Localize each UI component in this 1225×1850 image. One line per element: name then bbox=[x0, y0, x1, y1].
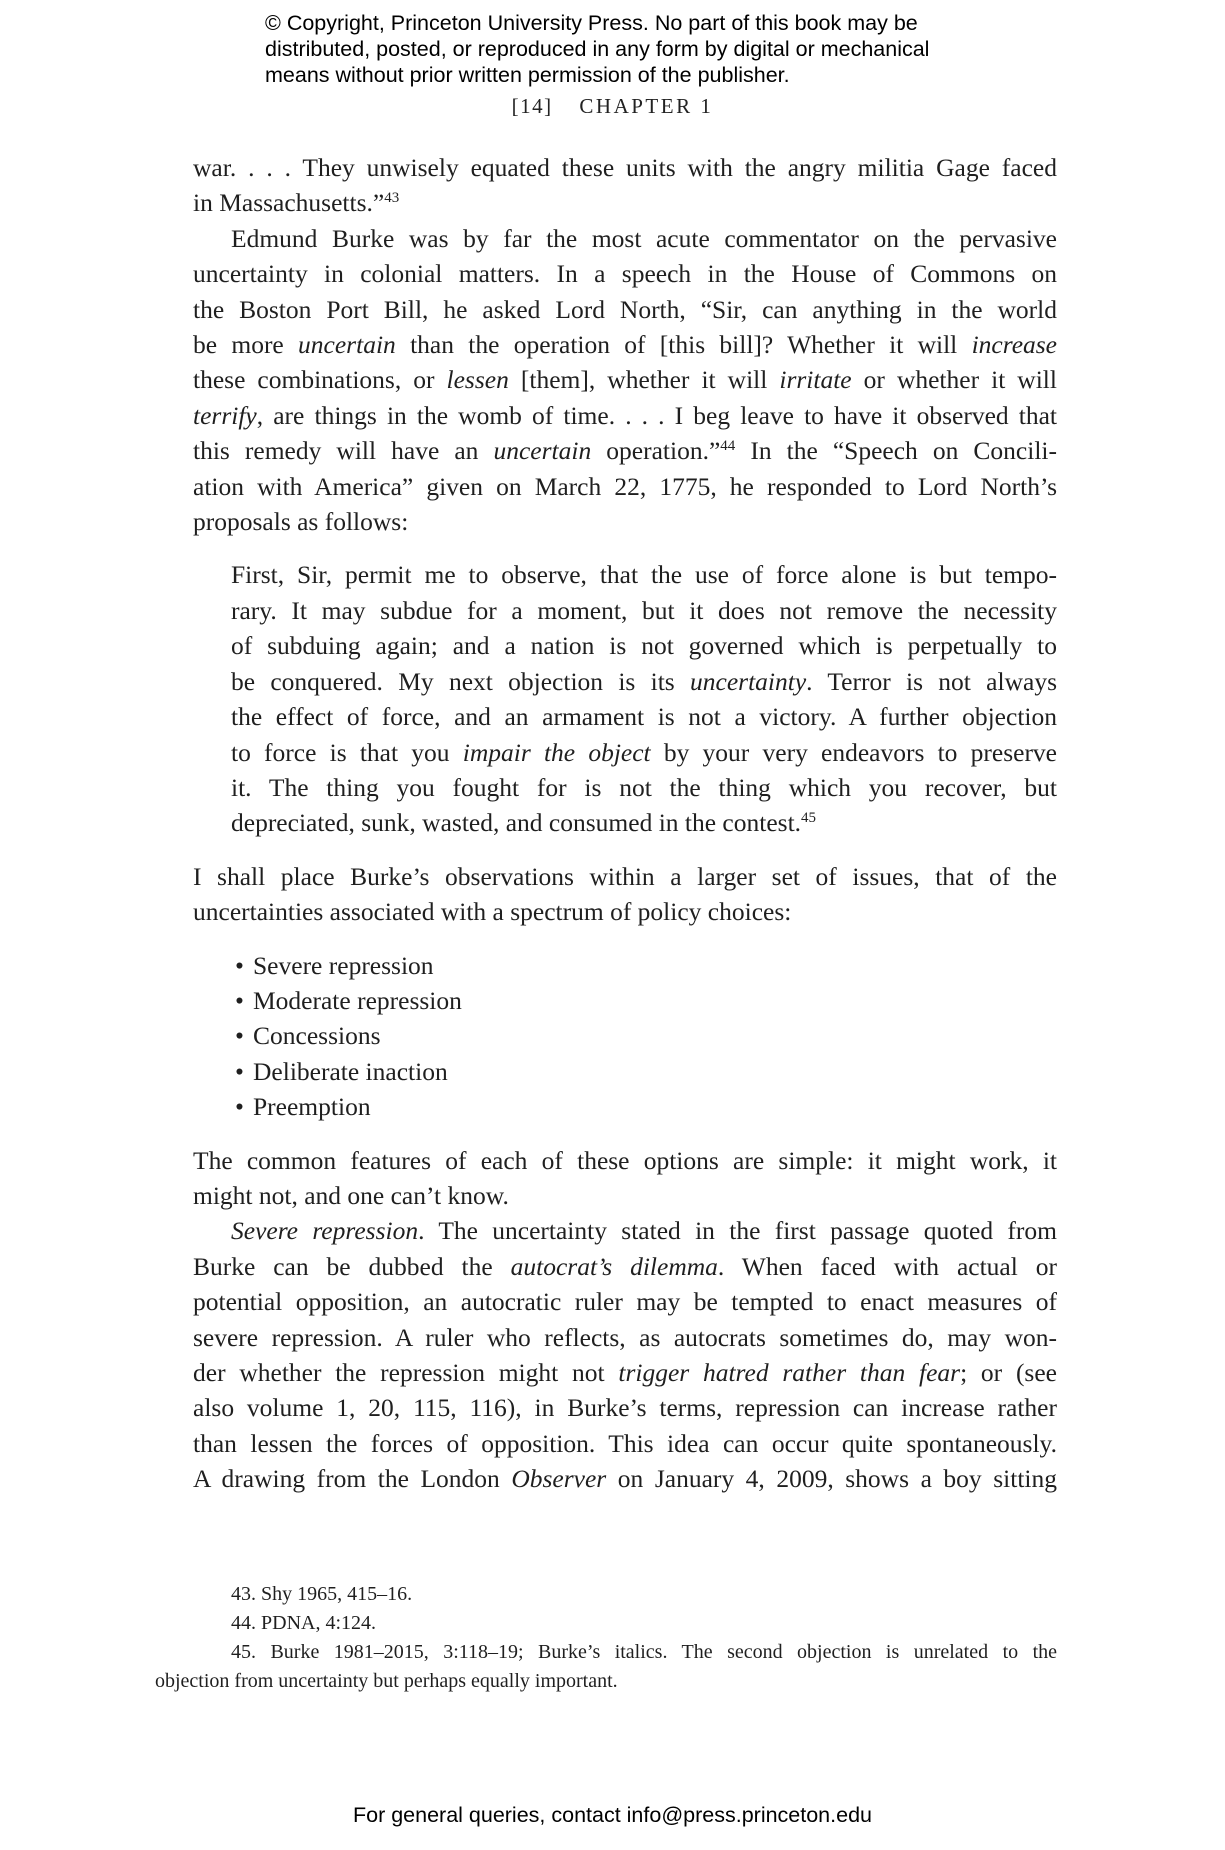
copyright-line: © Copyright, Princeton University Press. No part of this book may be bbox=[265, 11, 918, 35]
text-line: of subduing again; and a nation is not governed which is perpetually to bbox=[231, 631, 1057, 661]
text-run: der whether the repression might not bbox=[193, 1358, 619, 1387]
italic-run: uncertain bbox=[493, 436, 592, 466]
bullet-icon: • bbox=[235, 1056, 244, 1086]
page-number: [14] bbox=[511, 94, 553, 118]
footnote-ref[interactable]: 45 bbox=[801, 810, 817, 827]
list-item bbox=[193, 1054, 1057, 1089]
text-line bbox=[193, 433, 1057, 468]
text-line: First, Sir, permit me to observe, that the use of force alone is but tempo- bbox=[231, 560, 1057, 590]
policy-choices-list bbox=[193, 948, 1057, 1125]
copyright-line: means without prior written permission of the publisher. bbox=[265, 63, 790, 87]
text-line: the Boston Port Bill, he asked Lord North, “Sir, can anything in the world bbox=[193, 294, 1057, 324]
paragraph bbox=[193, 1213, 1057, 1496]
text-run: be conquered. My next objection is its bbox=[231, 666, 691, 696]
text-run: . The uncertainty stated in the first passage quoted from bbox=[418, 1216, 1057, 1246]
footnotes bbox=[155, 1580, 1057, 1696]
bullet-icon: • bbox=[235, 985, 244, 1015]
text-line: also volume 1, 20, 115, 116), in Burke’s terms, repression can increase rather bbox=[193, 1393, 1057, 1423]
copyright-notice bbox=[265, 10, 985, 88]
text-line: rary. It may subdue for a moment, but it does not remove the necessity bbox=[231, 595, 1057, 625]
text-run: In the “Speech on Concili- bbox=[735, 436, 1058, 466]
text-run: depreciated, sunk, wasted, and consumed in the contest. bbox=[231, 808, 802, 838]
text-line: it. The thing you fought for is not the thing which you recover, but bbox=[231, 772, 1057, 802]
paragraph bbox=[193, 859, 1057, 930]
chapter-label: CHAPTER 1 bbox=[579, 94, 714, 118]
text-line: the effect of force, and an armament is not a victory. A further objection bbox=[231, 702, 1057, 732]
italic-run: autocrat’s dilemma bbox=[510, 1251, 718, 1281]
text-run: , are things in the womb of time. . . . I beg leave to have it observed that bbox=[256, 400, 1057, 430]
text-line bbox=[231, 735, 1057, 770]
footnote-45 bbox=[155, 1638, 1057, 1696]
paragraph bbox=[193, 150, 1057, 221]
footnote-ref[interactable]: 43 bbox=[384, 190, 400, 207]
italic-run: Severe repression bbox=[231, 1216, 419, 1246]
italic-run: increase bbox=[971, 330, 1058, 360]
text-line bbox=[193, 362, 1057, 397]
footnote-ref[interactable]: 44 bbox=[720, 438, 736, 455]
list-item-text: Concessions bbox=[253, 1021, 381, 1051]
paragraph bbox=[193, 221, 1057, 540]
text-run: A drawing from the London bbox=[193, 1464, 512, 1494]
italic-run: lessen bbox=[446, 365, 509, 395]
text-run: than the operation of [this bill]? Whether it will bbox=[395, 330, 972, 360]
text-line bbox=[231, 664, 1057, 699]
footer-contact: For general queries, contact info@press.princeton.edu bbox=[352, 1803, 872, 1827]
text-run: or whether it will bbox=[851, 365, 1057, 395]
list-item-text: Deliberate inaction bbox=[253, 1056, 448, 1086]
text-line bbox=[193, 1213, 1057, 1248]
text-line: I shall place Burke’s observations within a larger set of issues, that of the bbox=[193, 861, 1057, 891]
italic-run: Observer bbox=[511, 1464, 607, 1494]
text-run: this remedy will have an bbox=[193, 436, 494, 466]
text-line: 45. Burke 1981–2015, 3:118–19; Burke’s italics. The second objection is unrelated to the bbox=[231, 1641, 1057, 1663]
text-run: . When faced with actual or bbox=[717, 1251, 1057, 1281]
text-line: potential opposition, an autocratic ruler may be tempted to enact measures of bbox=[193, 1287, 1057, 1317]
text-line: uncertainties associated with a spectrum of policy choices: bbox=[193, 897, 792, 927]
italic-run: uncertain bbox=[298, 330, 396, 360]
text-run: ; or (see bbox=[960, 1358, 1057, 1387]
italic-run: irritate bbox=[779, 365, 852, 395]
list-item-text: Preemption bbox=[253, 1092, 371, 1122]
text-run: operation.” bbox=[591, 436, 721, 466]
list-item bbox=[193, 1089, 1057, 1124]
italic-run: trigger hatred rather than fear bbox=[618, 1358, 961, 1387]
text-run: by your very endeavors to preserve bbox=[650, 737, 1058, 767]
text-line: might not, and one can’t know. bbox=[193, 1180, 509, 1210]
text-line: ation with America” given on March 22, 1775, he responded to Lord North’s bbox=[193, 471, 1057, 501]
text-line bbox=[193, 327, 1057, 362]
text-run: these combinations, or bbox=[193, 365, 447, 395]
text-line: war. . . . They unwisely equated these units with the angry militia Gage faced bbox=[193, 153, 1057, 182]
text-run: [them], whether it will bbox=[508, 365, 780, 395]
list-item bbox=[193, 1018, 1057, 1053]
bullet-icon: • bbox=[235, 950, 244, 980]
footnote-44: 44. PDNA, 4:124. bbox=[231, 1612, 377, 1634]
text-line bbox=[193, 1461, 1057, 1496]
text-run: . Terror is not always bbox=[806, 666, 1057, 696]
copyright-line: distributed, posted, or reproduced in any form by digital or mechanical bbox=[265, 37, 930, 61]
text-line: proposals as follows: bbox=[193, 507, 409, 537]
text-line bbox=[231, 805, 1057, 840]
text-line: than lessen the forces of opposition. This idea can occur quite spontaneously. bbox=[193, 1428, 1057, 1458]
list-item bbox=[193, 983, 1057, 1018]
text-line: severe repression. A ruler who reflects, as autocrats sometimes do, may won- bbox=[193, 1322, 1057, 1352]
text-line: uncertainty in colonial matters. In a speech in the House of Commons on bbox=[193, 259, 1057, 289]
footnote-43: 43. Shy 1965, 415–16. bbox=[231, 1583, 413, 1605]
bullet-icon: • bbox=[235, 1021, 244, 1051]
text-line bbox=[193, 1355, 1057, 1390]
text-run: be more bbox=[193, 330, 299, 360]
body-text bbox=[193, 150, 1057, 1497]
block-quote bbox=[231, 557, 1057, 840]
italic-run: impair the object bbox=[462, 737, 651, 767]
paragraph bbox=[193, 1143, 1057, 1214]
text-line: The common features of each of these options are simple: it might work, it bbox=[193, 1145, 1057, 1175]
text-line bbox=[193, 398, 1057, 433]
italic-run: terrify bbox=[193, 400, 257, 430]
text-run: on January 4, 2009, shows a boy sitting bbox=[606, 1464, 1057, 1494]
italic-run: uncertainty bbox=[690, 666, 807, 696]
list-item-text: Severe repression bbox=[253, 950, 434, 980]
text-line: objection from uncertainty but perhaps equally important. bbox=[155, 1670, 618, 1692]
list-item-text: Moderate repression bbox=[253, 985, 462, 1015]
text-run: Burke can be dubbed the bbox=[193, 1251, 511, 1281]
text-run: to force is that you bbox=[231, 737, 463, 767]
text-run: in Massachusetts.” bbox=[193, 188, 385, 218]
bullet-icon: • bbox=[235, 1092, 244, 1122]
text-line bbox=[193, 1249, 1057, 1284]
text-line: Edmund Burke was by far the most acute commentator on the pervasive bbox=[231, 223, 1057, 253]
list-item bbox=[193, 948, 1057, 983]
text-line bbox=[193, 185, 1057, 220]
running-head bbox=[0, 94, 1225, 119]
